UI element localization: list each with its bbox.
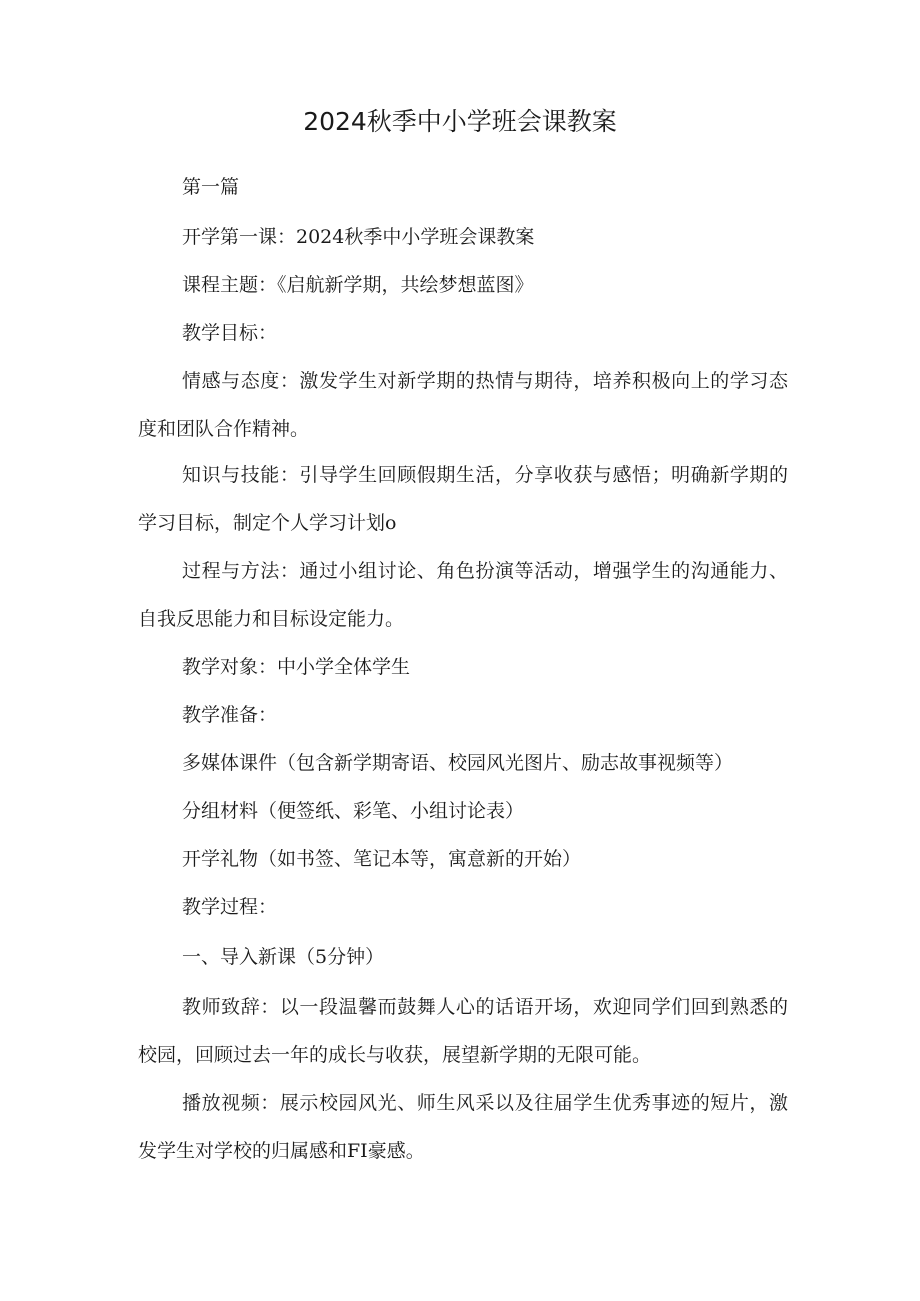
paragraph-play-video: 播放视频：展示校园风光、师生风采以及往届学生优秀事迹的短片，激发学生对学校的归属感和FI豪感。: [138, 1092, 788, 1162]
paragraph-gifts: 开学礼物（如书签、笔记本等，寓意新的开始）: [182, 848, 582, 870]
paragraph-multimedia: 多媒体课件（包含新学期寄语、校园风光图片、励志故事视频等）: [182, 752, 734, 774]
paragraph-emotion-attitude: 情感与态度：激发学生对新学期的热情与期待，培养积极向上的学习态度和团队合作精神。: [138, 370, 788, 440]
paragraph-section-one-heading: 一、导入新课（5分钟）: [182, 946, 385, 968]
paragraph-course-theme: 课程主题：《启航新学期，共绘梦想蓝图》: [182, 274, 534, 296]
paragraph-part-label: 第一篇: [182, 176, 240, 198]
paragraph-teaching-process-heading: 教学过程：: [182, 896, 278, 918]
paragraph-teaching-target: 教学对象：中小学全体学生: [182, 656, 411, 678]
paragraph-teaching-goals-heading: 教学目标：: [182, 322, 278, 344]
paragraph-teacher-speech: 教师致辞：以一段温馨而鼓舞人心的话语开场，欢迎同学们回到熟悉的校园，回顾过去一年的成长与收获，展望新学期的无限可能。: [138, 996, 788, 1066]
paragraph-knowledge-skills: 知识与技能：引导学生回顾假期生活，分享收获与感悟；明确新学期的学习目标，制定个人学习计划o: [138, 464, 788, 534]
paragraph-process-method: 过程与方法：通过小组讨论、角色扮演等活动，增强学生的沟通能力、自我反思能力和目标设定能力。: [138, 560, 788, 630]
document-title: 2024秋季中小学班会课教案: [303, 107, 617, 136]
paragraph-group-materials: 分组材料（便签纸、彩笔、小组讨论表）: [182, 800, 525, 822]
paragraph-teaching-prep-heading: 教学准备：: [182, 704, 278, 726]
paragraph-lesson-title: 开学第一课：2024秋季中小学班会课教案: [182, 226, 535, 248]
